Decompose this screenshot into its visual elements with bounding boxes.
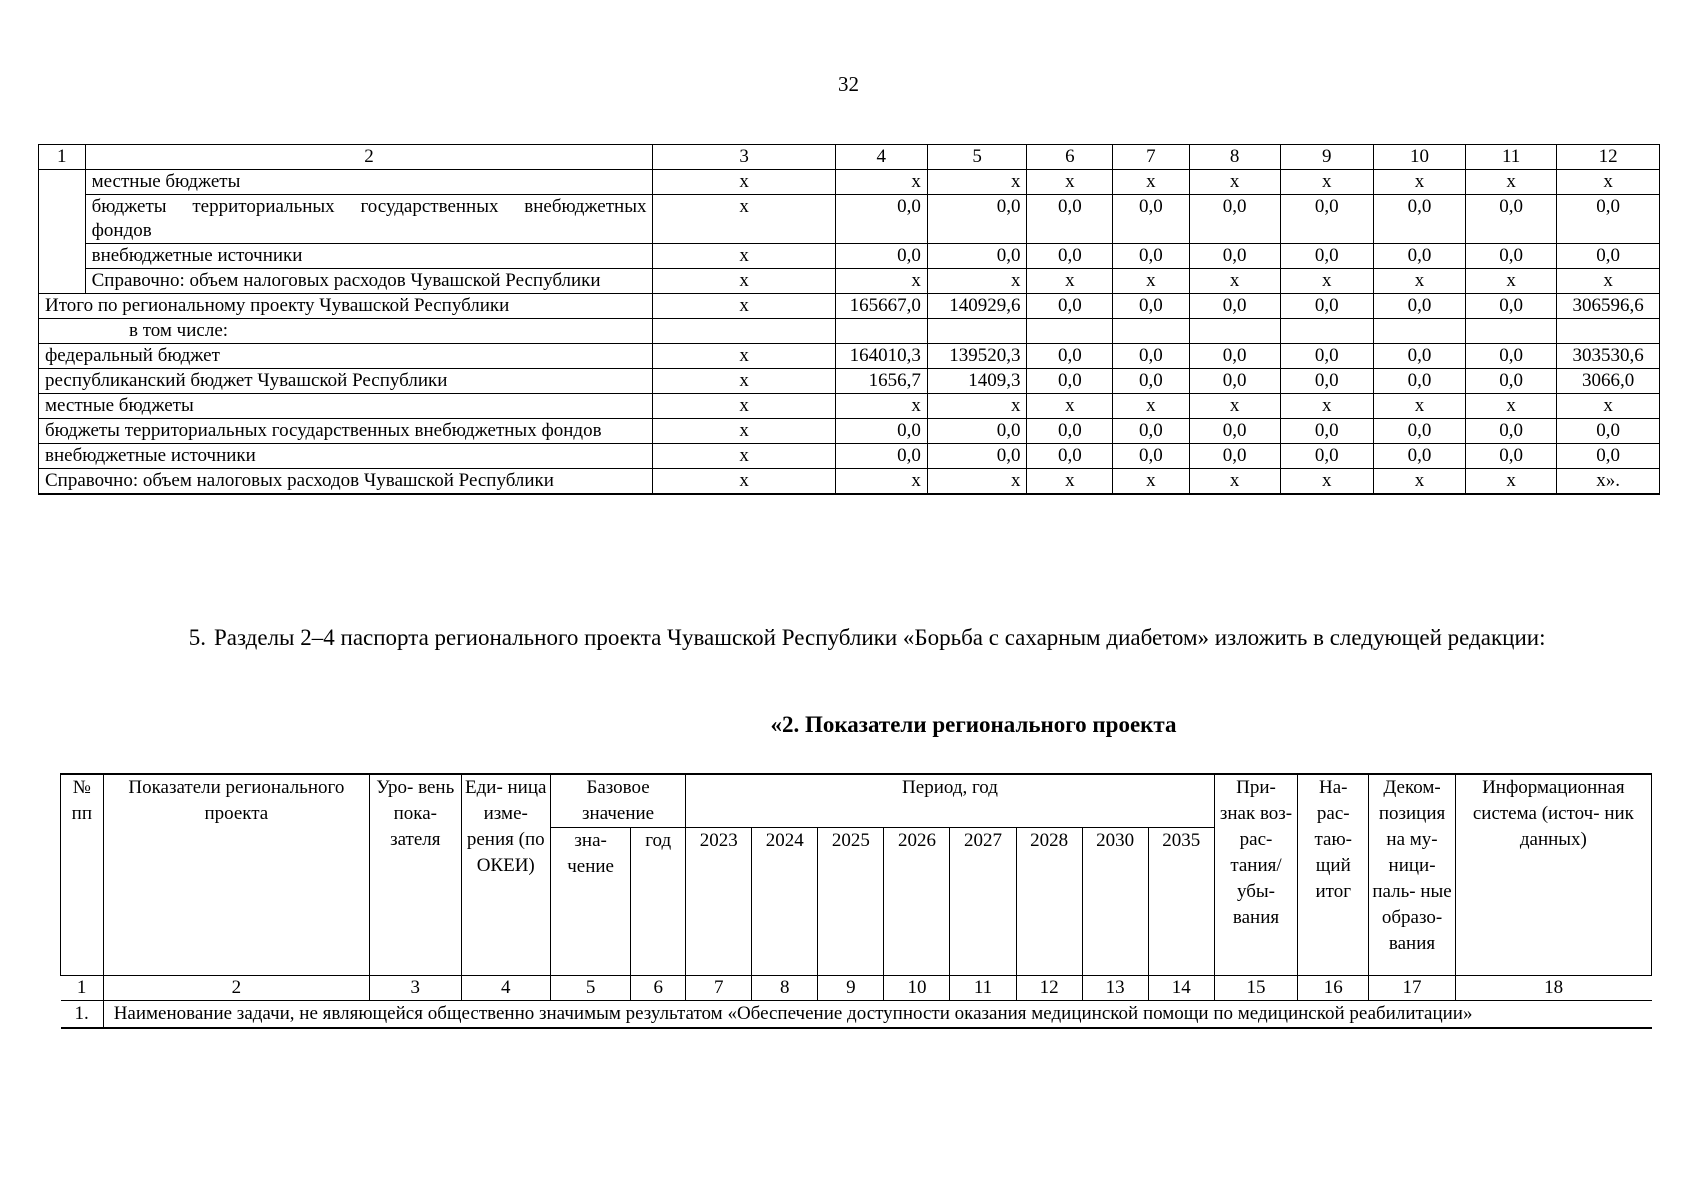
- table-row: [39, 469, 1660, 495]
- table-row: [39, 444, 1660, 469]
- value-cell: 0,0: [1113, 294, 1189, 319]
- value-cell: 0,0: [1466, 419, 1557, 444]
- value-cell: х: [1027, 394, 1113, 419]
- row-label: республиканский бюджет Чувашской Республики: [39, 369, 653, 394]
- value-cell: 0,0: [1280, 369, 1373, 394]
- value-cell: 0,0: [927, 244, 1027, 269]
- value-cell: х: [653, 170, 835, 195]
- column-number: 8: [1189, 145, 1280, 170]
- value-cell: [1557, 319, 1660, 344]
- header-trend: При- знак воз- рас- тания/ убы- вания: [1214, 774, 1297, 976]
- value-cell: 0,0: [1557, 419, 1660, 444]
- column-number: 3: [653, 145, 835, 170]
- value-cell: х: [1466, 469, 1557, 495]
- value-cell: х».: [1557, 469, 1660, 495]
- blank-cell: [39, 170, 86, 294]
- row-label: в том числе:: [39, 319, 653, 344]
- column-number: 2: [103, 976, 369, 1001]
- value-cell: [835, 319, 927, 344]
- value-cell: 0,0: [1189, 444, 1280, 469]
- value-cell: [1373, 319, 1465, 344]
- value-cell: 0,0: [1113, 195, 1189, 244]
- value-cell: х: [1466, 394, 1557, 419]
- value-cell: 0,0: [835, 444, 927, 469]
- value-cell: х: [1113, 469, 1189, 495]
- value-cell: х: [1189, 170, 1280, 195]
- value-cell: х: [1557, 394, 1660, 419]
- value-cell: х: [1113, 269, 1189, 294]
- value-cell: х: [1113, 394, 1189, 419]
- value-cell: 0,0: [1373, 444, 1465, 469]
- value-cell: 0,0: [1373, 419, 1465, 444]
- table-row: [39, 170, 1660, 195]
- value-cell: 0,0: [1189, 344, 1280, 369]
- value-cell: х: [1189, 269, 1280, 294]
- value-cell: 0,0: [1280, 195, 1373, 244]
- value-cell: 0,0: [1280, 444, 1373, 469]
- value-cell: 0,0: [1373, 244, 1465, 269]
- column-number: 9: [1280, 145, 1373, 170]
- value-cell: 0,0: [1027, 369, 1113, 394]
- value-cell: 0,0: [1189, 294, 1280, 319]
- value-cell: х: [1373, 170, 1465, 195]
- value-cell: 0,0: [1280, 419, 1373, 444]
- value-cell: х: [653, 394, 835, 419]
- value-cell: х: [927, 170, 1027, 195]
- column-number: 17: [1369, 976, 1455, 1001]
- header-unit: Еди- ница изме- рения (по ОКЕИ): [461, 774, 550, 976]
- value-cell: 0,0: [1466, 344, 1557, 369]
- value-cell: х: [1280, 269, 1373, 294]
- header-base: Базовое значение: [550, 774, 685, 828]
- value-cell: 0,0: [1373, 369, 1465, 394]
- value-cell: 0,0: [1280, 344, 1373, 369]
- column-number: 16: [1298, 976, 1369, 1001]
- value-cell: [1189, 319, 1280, 344]
- header-decomposition: Деком- позиция на му- ници- паль- ные образо- вания: [1369, 774, 1455, 976]
- value-cell: х: [1113, 170, 1189, 195]
- column-number: 2: [85, 145, 653, 170]
- header-cumulative: На- рас- таю- щий итог: [1298, 774, 1369, 976]
- value-cell: 0,0: [1027, 344, 1113, 369]
- header-base-year: год: [631, 828, 686, 976]
- value-cell: 0,0: [1280, 294, 1373, 319]
- value-cell: 139520,3: [927, 344, 1027, 369]
- value-cell: х: [1027, 269, 1113, 294]
- value-cell: х: [1557, 170, 1660, 195]
- row-label: бюджеты территориальных государственных внебюджетных фондов: [39, 419, 653, 444]
- value-cell: х: [653, 344, 835, 369]
- value-cell: х: [653, 469, 835, 495]
- value-cell: 0,0: [1189, 244, 1280, 269]
- value-cell: х: [1557, 269, 1660, 294]
- table-row: [39, 195, 1660, 244]
- value-cell: х: [1280, 394, 1373, 419]
- value-cell: х: [1189, 469, 1280, 495]
- header-period: Период, год: [686, 774, 1215, 828]
- value-cell: х: [653, 294, 835, 319]
- task-number: 1.: [61, 1001, 104, 1029]
- table-row: [39, 244, 1660, 269]
- section-title: «2. Показатели регионального проекта: [770, 712, 1177, 737]
- column-number: 6: [631, 976, 686, 1001]
- task-text: Наименование задачи, не являющейся общественно значимым результатом «Обеспечение доступности оказания медицинской помощи по медицинской реабилитации»: [103, 1001, 1651, 1029]
- financing-table: [38, 144, 1660, 495]
- value-cell: 140929,6: [927, 294, 1027, 319]
- value-cell: х: [835, 394, 927, 419]
- column-number: 7: [1113, 145, 1189, 170]
- header-year: 2035: [1148, 828, 1214, 976]
- header-year: 2028: [1016, 828, 1082, 976]
- table-row: [39, 344, 1660, 369]
- header-year: 2023: [686, 828, 752, 976]
- value-cell: х: [835, 269, 927, 294]
- value-cell: 0,0: [1113, 244, 1189, 269]
- value-cell: 0,0: [1373, 195, 1465, 244]
- value-cell: 0,0: [1466, 444, 1557, 469]
- column-number: 18: [1455, 976, 1651, 1001]
- value-cell: 0,0: [1466, 294, 1557, 319]
- column-number: 15: [1214, 976, 1297, 1001]
- value-cell: 0,0: [1113, 344, 1189, 369]
- header-base-value: зна- чение: [550, 828, 630, 976]
- column-number: 5: [927, 145, 1027, 170]
- row-label: Итого по региональному проекту Чувашской Республики: [39, 294, 653, 319]
- value-cell: 0,0: [1189, 195, 1280, 244]
- paragraph-text: Разделы 2–4 паспорта регионального проекта Чувашской Республики «Борьба с сахарным диабетом» изложить в следующей редакции:: [214, 625, 1546, 650]
- header-year: 2026: [884, 828, 950, 976]
- value-cell: х: [653, 419, 835, 444]
- header-level: Уро- вень пока- зателя: [370, 774, 461, 976]
- value-cell: х: [1280, 469, 1373, 495]
- column-number: 13: [1082, 976, 1148, 1001]
- column-number: 4: [835, 145, 927, 170]
- column-number: 14: [1148, 976, 1214, 1001]
- value-cell: х: [1373, 394, 1465, 419]
- value-cell: 0,0: [1027, 444, 1113, 469]
- value-cell: 3066,0: [1557, 369, 1660, 394]
- value-cell: х: [1373, 269, 1465, 294]
- value-cell: 0,0: [835, 195, 927, 244]
- value-cell: 0,0: [835, 419, 927, 444]
- value-cell: [1027, 319, 1113, 344]
- value-cell: х: [927, 469, 1027, 495]
- column-number: 11: [1466, 145, 1557, 170]
- value-cell: х: [835, 170, 927, 195]
- value-cell: 0,0: [1466, 369, 1557, 394]
- value-cell: х: [653, 369, 835, 394]
- row-label: Справочно: объем налоговых расходов Чувашской Республики: [85, 269, 653, 294]
- value-cell: 164010,3: [835, 344, 927, 369]
- table-row: [39, 319, 1660, 344]
- column-number: 3: [370, 976, 461, 1001]
- value-cell: 0,0: [1373, 294, 1465, 319]
- column-number: 7: [686, 976, 752, 1001]
- value-cell: 1656,7: [835, 369, 927, 394]
- value-cell: [653, 319, 835, 344]
- value-cell: х: [1373, 469, 1465, 495]
- value-cell: 303530,6: [1557, 344, 1660, 369]
- table-row: [39, 294, 1660, 319]
- value-cell: 0,0: [1466, 244, 1557, 269]
- value-cell: 0,0: [1189, 419, 1280, 444]
- column-number: 11: [950, 976, 1016, 1001]
- value-cell: х: [927, 394, 1027, 419]
- value-cell: 165667,0: [835, 294, 927, 319]
- table-row: [39, 369, 1660, 394]
- value-cell: 0,0: [1027, 294, 1113, 319]
- value-cell: 0,0: [1373, 344, 1465, 369]
- value-cell: 1409,3: [927, 369, 1027, 394]
- column-number: 12: [1016, 976, 1082, 1001]
- row-label: внебюджетные источники: [85, 244, 653, 269]
- row-label: Справочно: объем налоговых расходов Чувашской Республики: [39, 469, 653, 495]
- header-year: 2027: [950, 828, 1016, 976]
- value-cell: 0,0: [1557, 444, 1660, 469]
- column-number: 6: [1027, 145, 1113, 170]
- row-label: местные бюджеты: [85, 170, 653, 195]
- paragraph-number: 5.: [188, 625, 206, 650]
- table-row: [39, 269, 1660, 294]
- value-cell: х: [1027, 469, 1113, 495]
- value-cell: 0,0: [927, 195, 1027, 244]
- value-cell: 0,0: [1466, 195, 1557, 244]
- value-cell: 0,0: [1027, 419, 1113, 444]
- value-cell: х: [835, 469, 927, 495]
- value-cell: 0,0: [1027, 195, 1113, 244]
- page-number: 32: [838, 72, 859, 96]
- row-label: местные бюджеты: [39, 394, 653, 419]
- column-number: 9: [818, 976, 884, 1001]
- value-cell: х: [1466, 269, 1557, 294]
- value-cell: 0,0: [1280, 244, 1373, 269]
- value-cell: 0,0: [1113, 419, 1189, 444]
- value-cell: 0,0: [927, 419, 1027, 444]
- header-indicator: Показатели регионального проекта: [103, 774, 369, 976]
- value-cell: х: [653, 195, 835, 244]
- value-cell: х: [927, 269, 1027, 294]
- value-cell: [1280, 319, 1373, 344]
- value-cell: 0,0: [1557, 244, 1660, 269]
- value-cell: [1466, 319, 1557, 344]
- column-number: 8: [752, 976, 818, 1001]
- column-number: 10: [884, 976, 950, 1001]
- value-cell: 0,0: [1557, 195, 1660, 244]
- row-label: внебюджетные источники: [39, 444, 653, 469]
- value-cell: х: [1280, 170, 1373, 195]
- row-label: федеральный бюджет: [39, 344, 653, 369]
- value-cell: х: [1466, 170, 1557, 195]
- value-cell: 306596,6: [1557, 294, 1660, 319]
- value-cell: 0,0: [1113, 369, 1189, 394]
- header-num: № пп: [61, 774, 104, 976]
- column-number: 12: [1557, 145, 1660, 170]
- value-cell: х: [1027, 170, 1113, 195]
- instruction-paragraph: [116, 622, 1590, 653]
- header-info-system: Информационная система (источ- ник данных): [1455, 774, 1651, 976]
- table-row: [39, 419, 1660, 444]
- value-cell: 0,0: [927, 444, 1027, 469]
- column-number: 1: [61, 976, 104, 1001]
- value-cell: х: [653, 444, 835, 469]
- row-label: бюджеты территориальных государственных внебюджетных фондов: [85, 195, 653, 244]
- value-cell: х: [653, 244, 835, 269]
- header-year: 2030: [1082, 828, 1148, 976]
- column-number: 4: [461, 976, 550, 1001]
- indicators-table: [60, 773, 1652, 1029]
- header-year: 2025: [818, 828, 884, 976]
- header-year: 2024: [752, 828, 818, 976]
- value-cell: 0,0: [1189, 369, 1280, 394]
- value-cell: 0,0: [1027, 244, 1113, 269]
- value-cell: [1113, 319, 1189, 344]
- table-row: [39, 394, 1660, 419]
- column-number: 5: [550, 976, 630, 1001]
- column-number: 10: [1373, 145, 1465, 170]
- value-cell: 0,0: [1113, 444, 1189, 469]
- value-cell: 0,0: [835, 244, 927, 269]
- column-number: 1: [39, 145, 86, 170]
- value-cell: [927, 319, 1027, 344]
- value-cell: х: [653, 269, 835, 294]
- value-cell: х: [1189, 394, 1280, 419]
